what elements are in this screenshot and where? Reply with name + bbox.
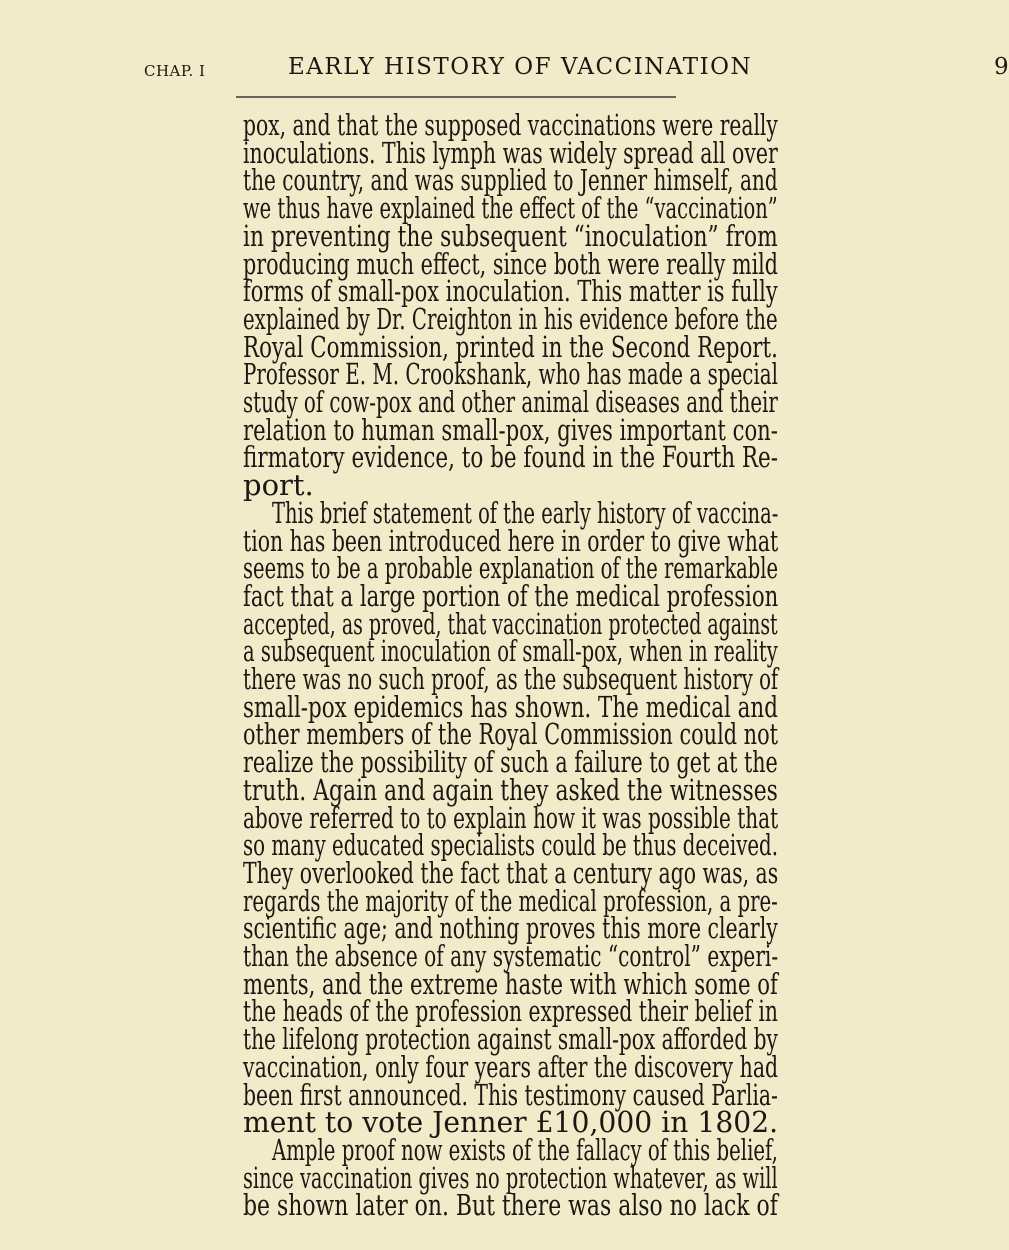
text-line: truth. Again and again they asked the witnesses: [243, 772, 778, 807]
text-line: the lifelong protection against small-pox afforded by: [243, 1022, 778, 1057]
running-head: [144, 52, 1009, 86]
text-line: tion has been introduced here in order to give what: [243, 523, 779, 558]
text-line: fact that a large portion of the medical profession: [243, 578, 779, 613]
text-line: forms of small-pox inoculation. This matter is fully: [243, 274, 778, 309]
text-line: They overlooked the fact that a century ago was, as: [243, 855, 779, 890]
text-line: firmatory evidence, to be found in the Fourth Re-: [243, 440, 779, 475]
text-line: ments, and the extreme haste with which some of: [243, 966, 778, 1001]
text-line: Professor E. M. Crookshank, who has made a special: [243, 357, 779, 392]
text-line: ment to vote Jenner £10,000 in 1802.: [243, 1105, 779, 1140]
page-number: 9: [994, 54, 1009, 80]
header-rule: [236, 96, 676, 98]
chapter-label: CHAP. I: [144, 62, 206, 80]
text-line: there was no such proof, as the subsequent history of: [243, 662, 779, 696]
text-line: port.: [243, 468, 314, 503]
text-line: realize the possibility of such a failure to get at the: [243, 745, 778, 780]
text-line: the heads of the profession expressed their belief in: [243, 994, 778, 1029]
text-line: so many educated specialists could be thus deceived.: [243, 828, 778, 863]
text-line: be shown later on. But there was also no lack of: [243, 1188, 778, 1223]
text-line: pox, and that the supposed vaccinations were really: [243, 108, 778, 142]
text-line: in preventing the subsequent “inoculation” from: [243, 218, 778, 253]
text-line: seems to be a probable explanation of the remarkable: [243, 551, 779, 586]
text-line: we thus have explained the effect of the “vaccination”: [243, 191, 778, 226]
text-line: accepted, as proved, that vaccination protected against: [243, 606, 778, 641]
text-line: above referred to to explain how it was possible that: [243, 800, 779, 835]
running-title: EARLY HISTORY OF VACCINATION: [288, 54, 753, 80]
text-line: been first announced. This testimony caused Parlia-: [243, 1077, 778, 1112]
text-line: study of cow-pox and other animal diseases and their: [243, 385, 778, 419]
text-line: other members of the Royal Commission could not: [243, 717, 779, 752]
text-line: the country, and was supplied to Jenner himself, and: [243, 163, 778, 198]
text-line: relation to human small-pox, gives important con-: [243, 412, 778, 447]
text-line: producing much effect, since both were really mild: [243, 246, 779, 281]
text-line: inoculations. This lymph was widely spread all over: [243, 135, 778, 170]
text-line: This brief statement of the early history of vaccina-: [272, 495, 779, 530]
text-line: since vaccination gives no protection whatever, as will: [243, 1160, 778, 1195]
text-line: a subsequent inoculation of small-pox, when in reality: [243, 634, 778, 669]
text-line: small-pox epidemics has shown. The medical and: [243, 689, 778, 724]
text-line: than the absence of any systematic “control” experi-: [243, 939, 779, 973]
text-line: explained by Dr. Creighton in his evidence before the: [243, 301, 778, 336]
text-line: Royal Commission, printed in the Second Report.: [243, 329, 778, 364]
text-line: regards the majority of the medical profession, a pre-: [243, 883, 778, 918]
text-line: Ample proof now exists of the fallacy of this belief,: [272, 1132, 778, 1167]
text-line: scientific age; and nothing proves this more clearly: [243, 911, 778, 946]
text-line: vaccination, only four years after the discovery had: [243, 1049, 779, 1084]
